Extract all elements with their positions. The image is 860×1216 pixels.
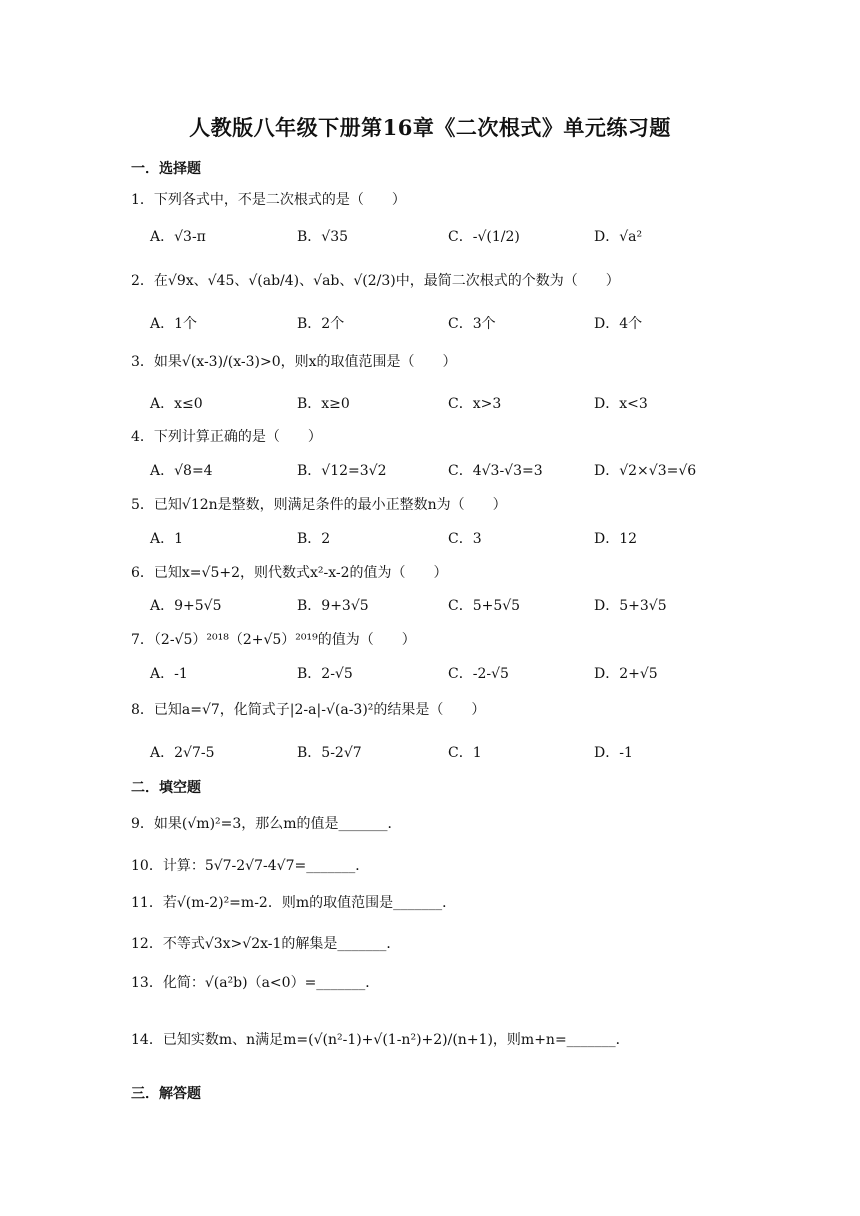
- question-3: 3．如果√(x-3)/(x-3)>0，则x的取值范围是（ ）: [131, 354, 457, 370]
- question-2: 2．在√9x、√45、√(ab/4)、√ab、√(2/3)中，最简二次根式的个数为（ ）: [131, 273, 620, 289]
- option-4b: B．√12=3√2: [297, 463, 387, 479]
- question-14: 14．已知实数m、n满足m=(√(n²-1)+√(1-n²)+2)/(n+1)，则m+n=_______．: [131, 1032, 630, 1048]
- option-4a: A．√8=4: [150, 463, 213, 479]
- options-row-3: [0, 394, 860, 424]
- option-3c: C．x>3: [448, 396, 502, 412]
- question-6: 6．已知x=√5+2，则代数式x²-x-2的值为（ ）: [131, 565, 448, 581]
- option-1b: B．√35: [297, 229, 349, 245]
- question-10: 10．计算：5√7-2√7-4√7=_______．: [131, 858, 370, 874]
- options-row-4: [0, 461, 860, 491]
- question-5: 5．已知√12n是整数，则满足条件的最小正整数n为（ ）: [131, 497, 507, 513]
- option-3d: D．x<3: [594, 396, 648, 412]
- option-8a: A．2√7-5: [150, 745, 215, 761]
- option-4d: D．√2×√3=√6: [594, 463, 697, 479]
- option-6c: C．5+5√5: [448, 598, 521, 614]
- option-8c: C．1: [448, 745, 482, 761]
- option-6b: B．9+3√5: [297, 598, 369, 614]
- section-solve: 三．解答题: [131, 1086, 201, 1102]
- options-row-6: [0, 596, 860, 626]
- options-row-1: [0, 227, 860, 257]
- option-2c: C．3个: [448, 316, 496, 332]
- option-7a: A．-1: [150, 666, 188, 682]
- option-6a: A．9+5√5: [150, 598, 222, 614]
- section-choice: 一．选择题: [131, 161, 201, 177]
- option-5c: C．3: [448, 531, 482, 547]
- page-title: 人教版八年级下册第16章《二次根式》单元练习题: [189, 115, 671, 140]
- question-8: 8．已知a=√7，化简式子|2-a|-√(a-3)²的结果是（ ）: [131, 702, 486, 718]
- question-4: 4．下列计算正确的是（ ）: [131, 429, 322, 445]
- option-1a: A．√3-π: [150, 229, 206, 245]
- options-row-2: [0, 314, 860, 344]
- question-1: 1．下列各式中，不是二次根式的是（ ）: [131, 192, 406, 208]
- option-8d: D．-1: [594, 745, 633, 761]
- option-3b: B．x≥0: [297, 396, 350, 412]
- options-row-5: [0, 529, 860, 559]
- option-7c: C．-2-√5: [448, 666, 509, 682]
- option-8b: B．5-2√7: [297, 745, 362, 761]
- option-2d: D．4个: [594, 316, 643, 332]
- option-6d: D．5+3√5: [594, 598, 667, 614]
- option-5d: D．12: [594, 531, 638, 547]
- question-11: 11．若√(m-2)²=m-2．则m的取值范围是_______．: [131, 895, 457, 911]
- option-2b: B．2个: [297, 316, 345, 332]
- options-row-7: [0, 664, 860, 694]
- question-9: 9．如果(√m)²=3，那么m的值是_______．: [131, 816, 402, 832]
- question-13: 13．化简：√(a²b)（a<0）=_______．: [131, 975, 380, 991]
- options-row-8: [0, 743, 860, 773]
- option-2a: A．1个: [150, 316, 198, 332]
- option-1d: D．√a²: [594, 229, 643, 245]
- question-12: 12．不等式√3x>√2x-1的解集是_______．: [131, 936, 401, 952]
- section-fill-blank: 二．填空题: [131, 780, 201, 796]
- option-3a: A．x≤0: [150, 396, 203, 412]
- option-7d: D．2+√5: [594, 666, 658, 682]
- question-7: 7．（2-√5）²⁰¹⁸（2+√5）²⁰¹⁹的值为（ ）: [131, 632, 416, 648]
- option-7b: B．2-√5: [297, 666, 353, 682]
- option-1c: C．-√(1/2): [448, 229, 520, 245]
- option-5b: B．2: [297, 531, 331, 547]
- option-4c: C．4√3-√3=3: [448, 463, 543, 479]
- option-5a: A．1: [150, 531, 184, 547]
